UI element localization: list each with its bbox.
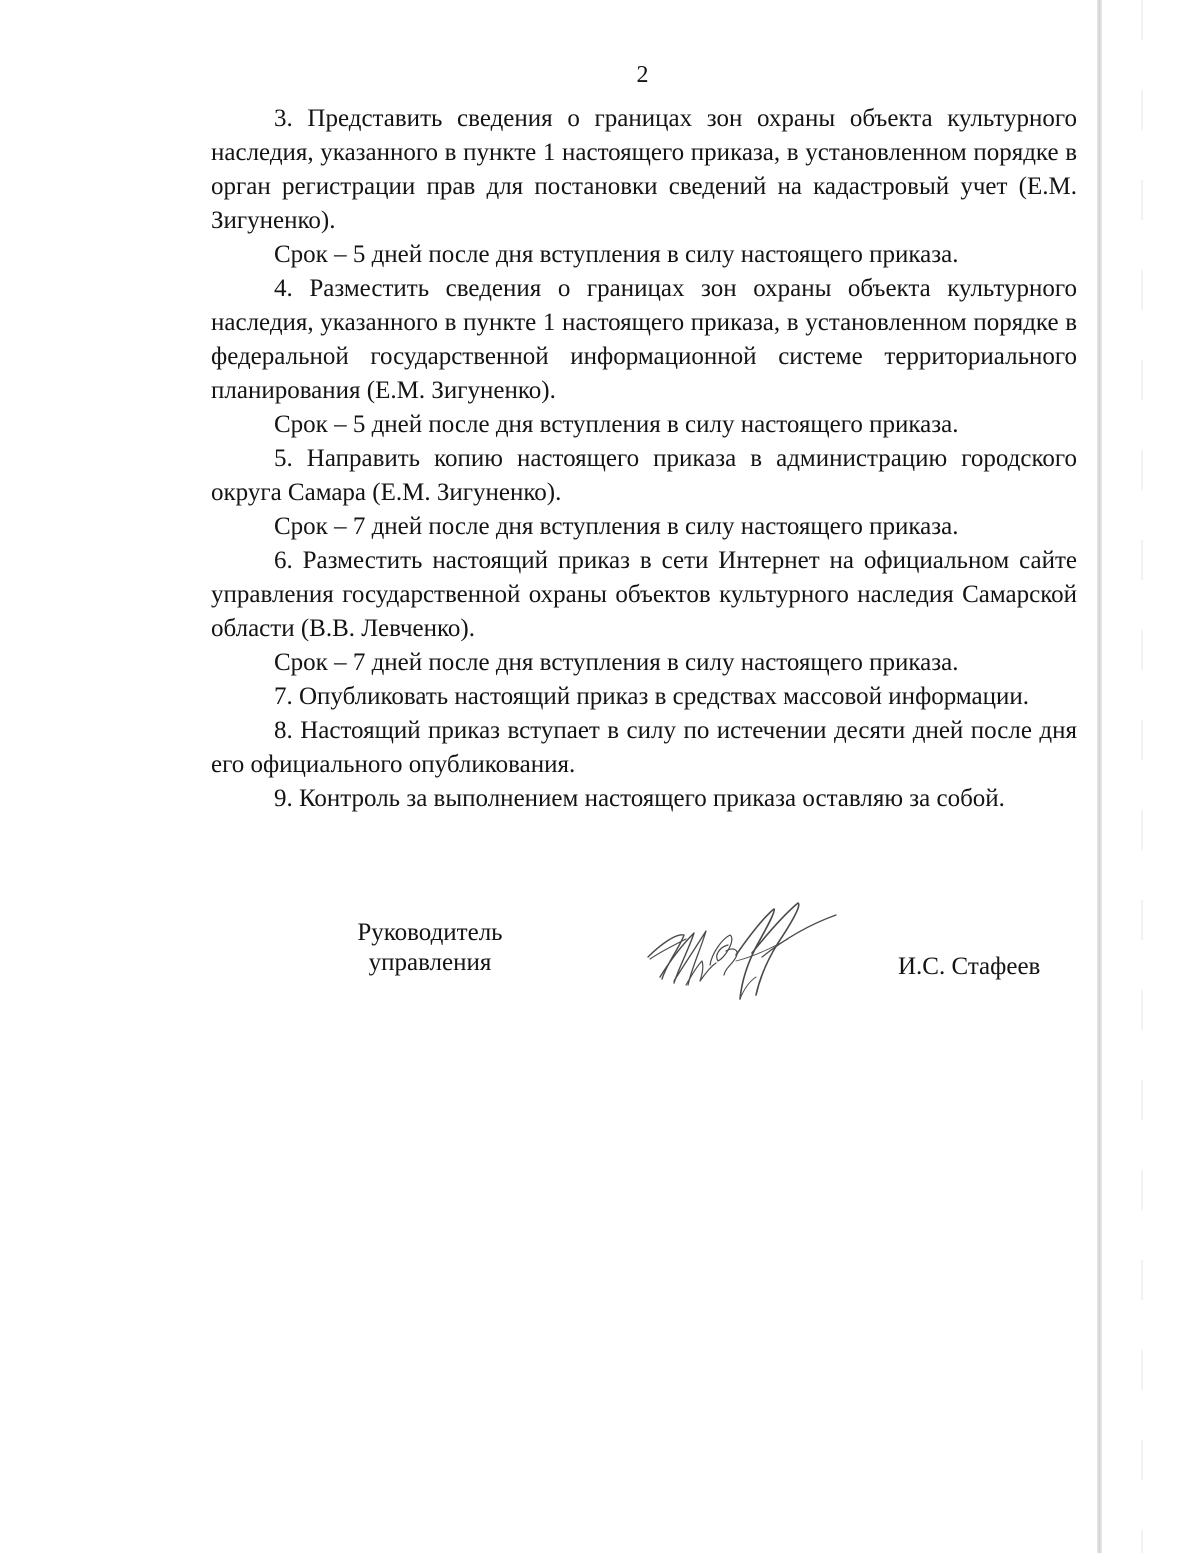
deadline-item-5: Срок – 7 дней после дня вступления в силу настоящего приказа.: [274, 513, 959, 540]
paragraph-item-8: 8. Настоящий приказ вступает в силу по истечении десяти дней после дня его официального опубликования.: [211, 717, 1077, 778]
deadline-item-3: Срок – 5 дней после дня вступления в силу настоящего приказа.: [274, 241, 959, 268]
signatory-title-line2: управления: [368, 949, 492, 976]
scan-edge-line-faint: [1141, 0, 1143, 1553]
paragraph-item-9: 9. Контроль за выполнением настоящего приказа оставляю за собой.: [274, 785, 1005, 812]
signatory-title-line1: Руководитель: [357, 919, 503, 946]
deadline-item-4: Срок – 5 дней после дня вступления в силу настоящего приказа.: [274, 411, 959, 438]
page-number: 2: [636, 62, 649, 88]
paragraph-item-6: 6. Разместить настоящий приказ в сети Интернет на официальном сайте управления государственной охраны объектов культурного наследия Самарской области (В.В. Левченко).: [211, 547, 1077, 642]
signatory-name: И.С. Стафеев: [898, 953, 1041, 980]
paragraph-item-7: 7. Опубликовать настоящий приказ в средствах массовой информации.: [274, 683, 1030, 710]
handwritten-signature: [640, 895, 850, 1015]
paragraph-item-5: 5. Направить копию настоящего приказа в администрацию городского округа Самара (Е.М. Зигуненко).: [211, 445, 1077, 506]
paragraph-item-3: 3. Представить сведения о границах зон охраны объекта культурного наследия, указанного в пункте 1 настоящего приказа, в установленном порядке в орган регистрации прав для постановки сведений на кадастровый учет (Е.М. Зигуненко).: [211, 105, 1077, 234]
paragraph-item-4: 4. Разместить сведения о границах зон охраны объекта культурного наследия, указанного в пункте 1 настоящего приказа, в установленном порядке в федеральной государственной информационной системе территориального планирования (Е.М. Зигуненко).: [211, 275, 1077, 404]
scan-edge-line: [1097, 0, 1102, 1553]
document-body: [211, 102, 1077, 816]
signatory-title: [330, 918, 530, 978]
deadline-item-6: Срок – 7 дней после дня вступления в силу настоящего приказа.: [274, 649, 959, 676]
